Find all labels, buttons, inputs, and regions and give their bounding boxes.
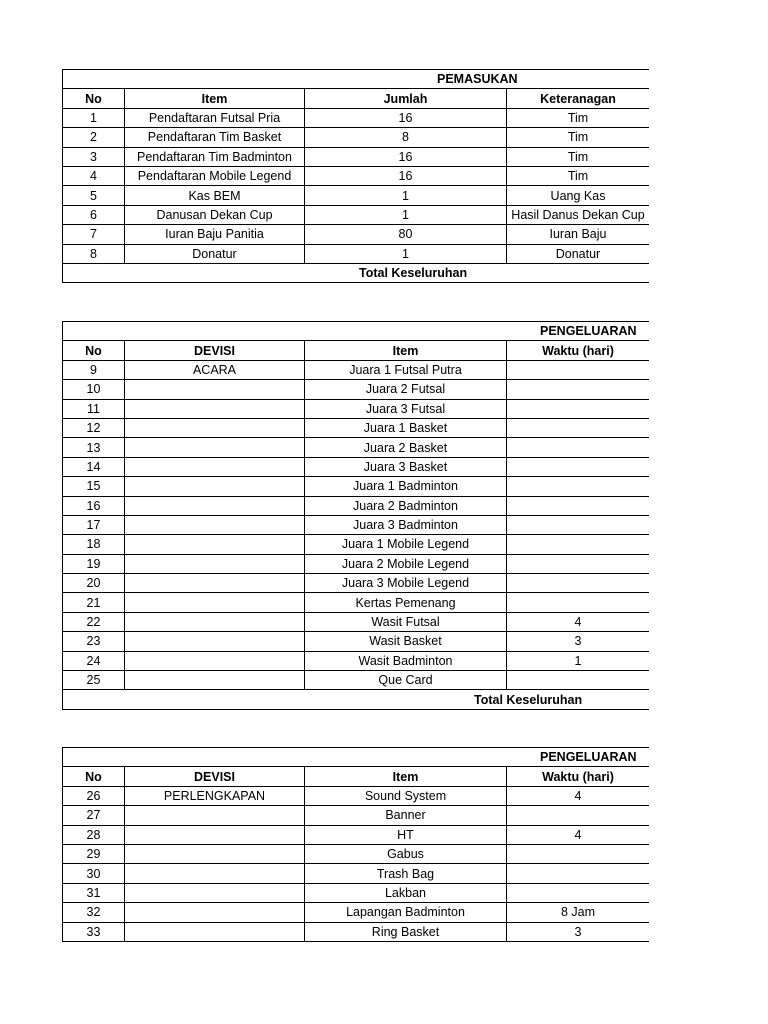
- table-cell: [507, 477, 649, 495]
- table-cell: 33: [63, 923, 125, 941]
- table-row: [63, 923, 649, 942]
- table-cell: [125, 632, 305, 650]
- table-cell: 24: [63, 652, 125, 670]
- table-cell: [507, 593, 649, 611]
- table-cell: Juara 2 Futsal: [305, 380, 507, 398]
- table-cell: Juara 1 Mobile Legend: [305, 535, 507, 553]
- table-cell: 8: [305, 128, 507, 146]
- pengeluaran-perlengkapan-table: [62, 747, 649, 942]
- table-cell: Tim: [567, 169, 589, 184]
- table-row: [63, 787, 649, 806]
- table-cell: [125, 535, 305, 553]
- table-cell: [125, 923, 305, 941]
- table-row: [63, 613, 649, 632]
- table-row: [63, 516, 649, 535]
- table-cell: Lakban: [305, 884, 507, 902]
- table-cell: 1: [305, 186, 507, 204]
- table-title: PEMASUKAN: [437, 72, 518, 87]
- table-cell: [507, 458, 649, 476]
- table-row: [63, 477, 649, 496]
- table-cell: [125, 438, 305, 456]
- table-cell: Juara 2 Badminton: [305, 497, 507, 515]
- table-cell: [507, 400, 649, 418]
- table-cell: Hasil Danus Dekan Cup: [511, 207, 645, 222]
- total-label: Total Keseluruhan: [474, 692, 583, 707]
- table-cell: Donatur: [125, 245, 305, 263]
- table-row: [63, 593, 649, 612]
- table-cell: [507, 516, 649, 534]
- table-cell: 20: [63, 574, 125, 592]
- table-cell: [507, 845, 649, 863]
- table-cell: 80: [305, 225, 507, 243]
- header-cell: No: [63, 767, 125, 785]
- total-label: Total Keseluruhan: [359, 266, 468, 281]
- table-row: [63, 555, 649, 574]
- table-cell: [125, 864, 305, 882]
- table-title-row: [63, 748, 649, 767]
- table-cell: [125, 516, 305, 534]
- table-cell: 28: [63, 826, 125, 844]
- table-cell: [125, 652, 305, 670]
- table-cell: 6: [63, 206, 125, 224]
- table-cell: Tim: [567, 130, 589, 145]
- table-cell: Uang Kas: [550, 188, 606, 203]
- table-cell: 10: [63, 380, 125, 398]
- table-cell: [507, 361, 649, 379]
- table-cell: Juara 1 Badminton: [305, 477, 507, 495]
- table-cell: [125, 574, 305, 592]
- table-cell: [125, 380, 305, 398]
- table-cell: Juara 3 Basket: [305, 458, 507, 476]
- table-cell: [507, 438, 649, 456]
- table-cell: Pendaftaran Tim Basket: [125, 128, 305, 146]
- table-cell: [125, 903, 305, 921]
- table-title-row: [63, 70, 649, 89]
- table-row: [63, 535, 649, 554]
- table-cell: [507, 884, 649, 902]
- table-cell: 32: [63, 903, 125, 921]
- table-cell: [507, 380, 649, 398]
- table-row: [63, 574, 649, 593]
- table-cell: Kertas Pemenang: [305, 593, 507, 611]
- table-cell: [507, 806, 649, 824]
- header-cell: DEVISI: [125, 767, 305, 785]
- table-cell: 21: [63, 593, 125, 611]
- table-row: [63, 400, 649, 419]
- header-cell: No: [63, 341, 125, 359]
- table-cell: 27: [63, 806, 125, 824]
- table-title: PENGELUARAN: [540, 324, 637, 339]
- header-cell: Item: [305, 767, 507, 785]
- table-cell: [507, 574, 649, 592]
- table-row: [63, 109, 649, 128]
- header-cell: Item: [125, 89, 305, 107]
- table-cell: Ring Basket: [305, 923, 507, 941]
- table-cell: [125, 497, 305, 515]
- table-cell: 16: [305, 167, 507, 185]
- table-cell: 3: [63, 148, 125, 166]
- table-cell: 4: [574, 788, 582, 803]
- table-cell: Lapangan Badminton: [305, 903, 507, 921]
- table-cell: 23: [63, 632, 125, 650]
- table-cell: Tim: [567, 149, 589, 164]
- table-cell: 9: [63, 361, 125, 379]
- table-cell: 11: [63, 400, 125, 418]
- table-cell: [125, 845, 305, 863]
- pemasukan-table: [62, 69, 649, 283]
- table-row: [63, 845, 649, 864]
- table-cell: 29: [63, 845, 125, 863]
- table-cell: Juara 1 Futsal Putra: [305, 361, 507, 379]
- table-cell: Gabus: [305, 845, 507, 863]
- table-row: [63, 671, 649, 690]
- header-cell: DEVISI: [125, 341, 305, 359]
- table-cell: Kas BEM: [125, 186, 305, 204]
- table-cell: [125, 671, 305, 689]
- table-cell: [125, 419, 305, 437]
- table-row: [63, 497, 649, 516]
- table-row: [63, 361, 649, 380]
- table-cell: Pendaftaran Mobile Legend: [125, 167, 305, 185]
- table-cell: [507, 555, 649, 573]
- table-row: [63, 632, 649, 651]
- table-cell: 3: [574, 924, 582, 939]
- header-cell: Item: [305, 341, 507, 359]
- table-cell: 1: [574, 653, 582, 668]
- table-cell: [125, 613, 305, 631]
- table-cell: 15: [63, 477, 125, 495]
- table-row: [63, 864, 649, 883]
- pengeluaran-acara-table: [62, 321, 649, 710]
- header-cell: No: [63, 89, 125, 107]
- table-cell: Juara 3 Futsal: [305, 400, 507, 418]
- table-row: [63, 438, 649, 457]
- header-cell: Keteranagan: [540, 91, 616, 106]
- table-cell: Wasit Futsal: [305, 613, 507, 631]
- table-cell: [125, 458, 305, 476]
- table-cell: PERLENGKAPAN: [125, 787, 305, 805]
- table-cell: [507, 535, 649, 553]
- table-cell: 1: [305, 245, 507, 263]
- table-cell: 22: [63, 613, 125, 631]
- table-cell: 30: [63, 864, 125, 882]
- table-cell: 13: [63, 438, 125, 456]
- header-row: [63, 341, 649, 360]
- table-row: [63, 128, 649, 147]
- header-row: [63, 89, 649, 108]
- table-row: [63, 206, 649, 225]
- table-cell: 14: [63, 458, 125, 476]
- table-cell: ACARA: [125, 361, 305, 379]
- table-row: [63, 186, 649, 205]
- table-cell: 4: [574, 827, 582, 842]
- table-cell: Banner: [305, 806, 507, 824]
- table-title: PENGELUARAN: [540, 750, 637, 765]
- table-cell: [125, 593, 305, 611]
- table-cell: 17: [63, 516, 125, 534]
- table-cell: Juara 3 Badminton: [305, 516, 507, 534]
- table-row: [63, 652, 649, 671]
- table-cell: 16: [305, 148, 507, 166]
- table-cell: [125, 400, 305, 418]
- table-cell: [125, 884, 305, 902]
- table-cell: Donatur: [555, 246, 601, 261]
- table-cell: 1: [63, 109, 125, 127]
- table-cell: [507, 864, 649, 882]
- table-cell: 3: [574, 634, 582, 649]
- table-cell: 1: [305, 206, 507, 224]
- header-cell: Jumlah: [305, 89, 507, 107]
- table-row: [63, 380, 649, 399]
- table-cell: 18: [63, 535, 125, 553]
- table-cell: 4: [574, 615, 582, 630]
- table-cell: 16: [305, 109, 507, 127]
- table-cell: Juara 2 Mobile Legend: [305, 555, 507, 573]
- table-cell: [507, 419, 649, 437]
- table-row: [63, 884, 649, 903]
- table-cell: 8: [63, 245, 125, 263]
- table-cell: Juara 2 Basket: [305, 438, 507, 456]
- table-row: [63, 419, 649, 438]
- table-cell: 7: [63, 225, 125, 243]
- table-cell: [125, 806, 305, 824]
- table-cell: Pendaftaran Futsal Pria: [125, 109, 305, 127]
- table-row: [63, 458, 649, 477]
- table-cell: Danusan Dekan Cup: [125, 206, 305, 224]
- table-row: [63, 806, 649, 825]
- table-cell: [507, 497, 649, 515]
- table-cell: Iuran Baju: [549, 227, 607, 242]
- header-row: [63, 767, 649, 786]
- table-row: [63, 245, 649, 264]
- table-cell: [507, 671, 649, 689]
- table-title-row: [63, 322, 649, 341]
- table-cell: 25: [63, 671, 125, 689]
- table-cell: 5: [63, 186, 125, 204]
- table-row: [63, 903, 649, 922]
- table-cell: 31: [63, 884, 125, 902]
- table-cell: Iuran Baju Panitia: [125, 225, 305, 243]
- table-cell: Trash Bag: [305, 864, 507, 882]
- table-cell: [125, 826, 305, 844]
- table-cell: [125, 555, 305, 573]
- table-cell: 2: [63, 128, 125, 146]
- table-cell: 26: [63, 787, 125, 805]
- table-cell: 16: [63, 497, 125, 515]
- table-cell: Wasit Basket: [305, 632, 507, 650]
- header-cell: Waktu (hari): [542, 769, 614, 784]
- table-cell: 12: [63, 419, 125, 437]
- table-cell: Sound System: [305, 787, 507, 805]
- table-cell: Juara 1 Basket: [305, 419, 507, 437]
- table-row: [63, 148, 649, 167]
- table-cell: HT: [305, 826, 507, 844]
- table-cell: Juara 3 Mobile Legend: [305, 574, 507, 592]
- table-cell: Wasit Badminton: [305, 652, 507, 670]
- table-cell: 8 Jam: [560, 905, 596, 920]
- table-cell: Que Card: [305, 671, 507, 689]
- table-cell: 19: [63, 555, 125, 573]
- table-cell: [125, 477, 305, 495]
- table-cell: Tim: [567, 110, 589, 125]
- table-row: [63, 225, 649, 244]
- header-cell: Waktu (hari): [542, 343, 614, 358]
- table-row: [63, 167, 649, 186]
- table-row: [63, 826, 649, 845]
- total-row: [63, 690, 649, 709]
- total-row: [63, 264, 649, 283]
- table-cell: 4: [63, 167, 125, 185]
- table-cell: Pendaftaran Tim Badminton: [125, 148, 305, 166]
